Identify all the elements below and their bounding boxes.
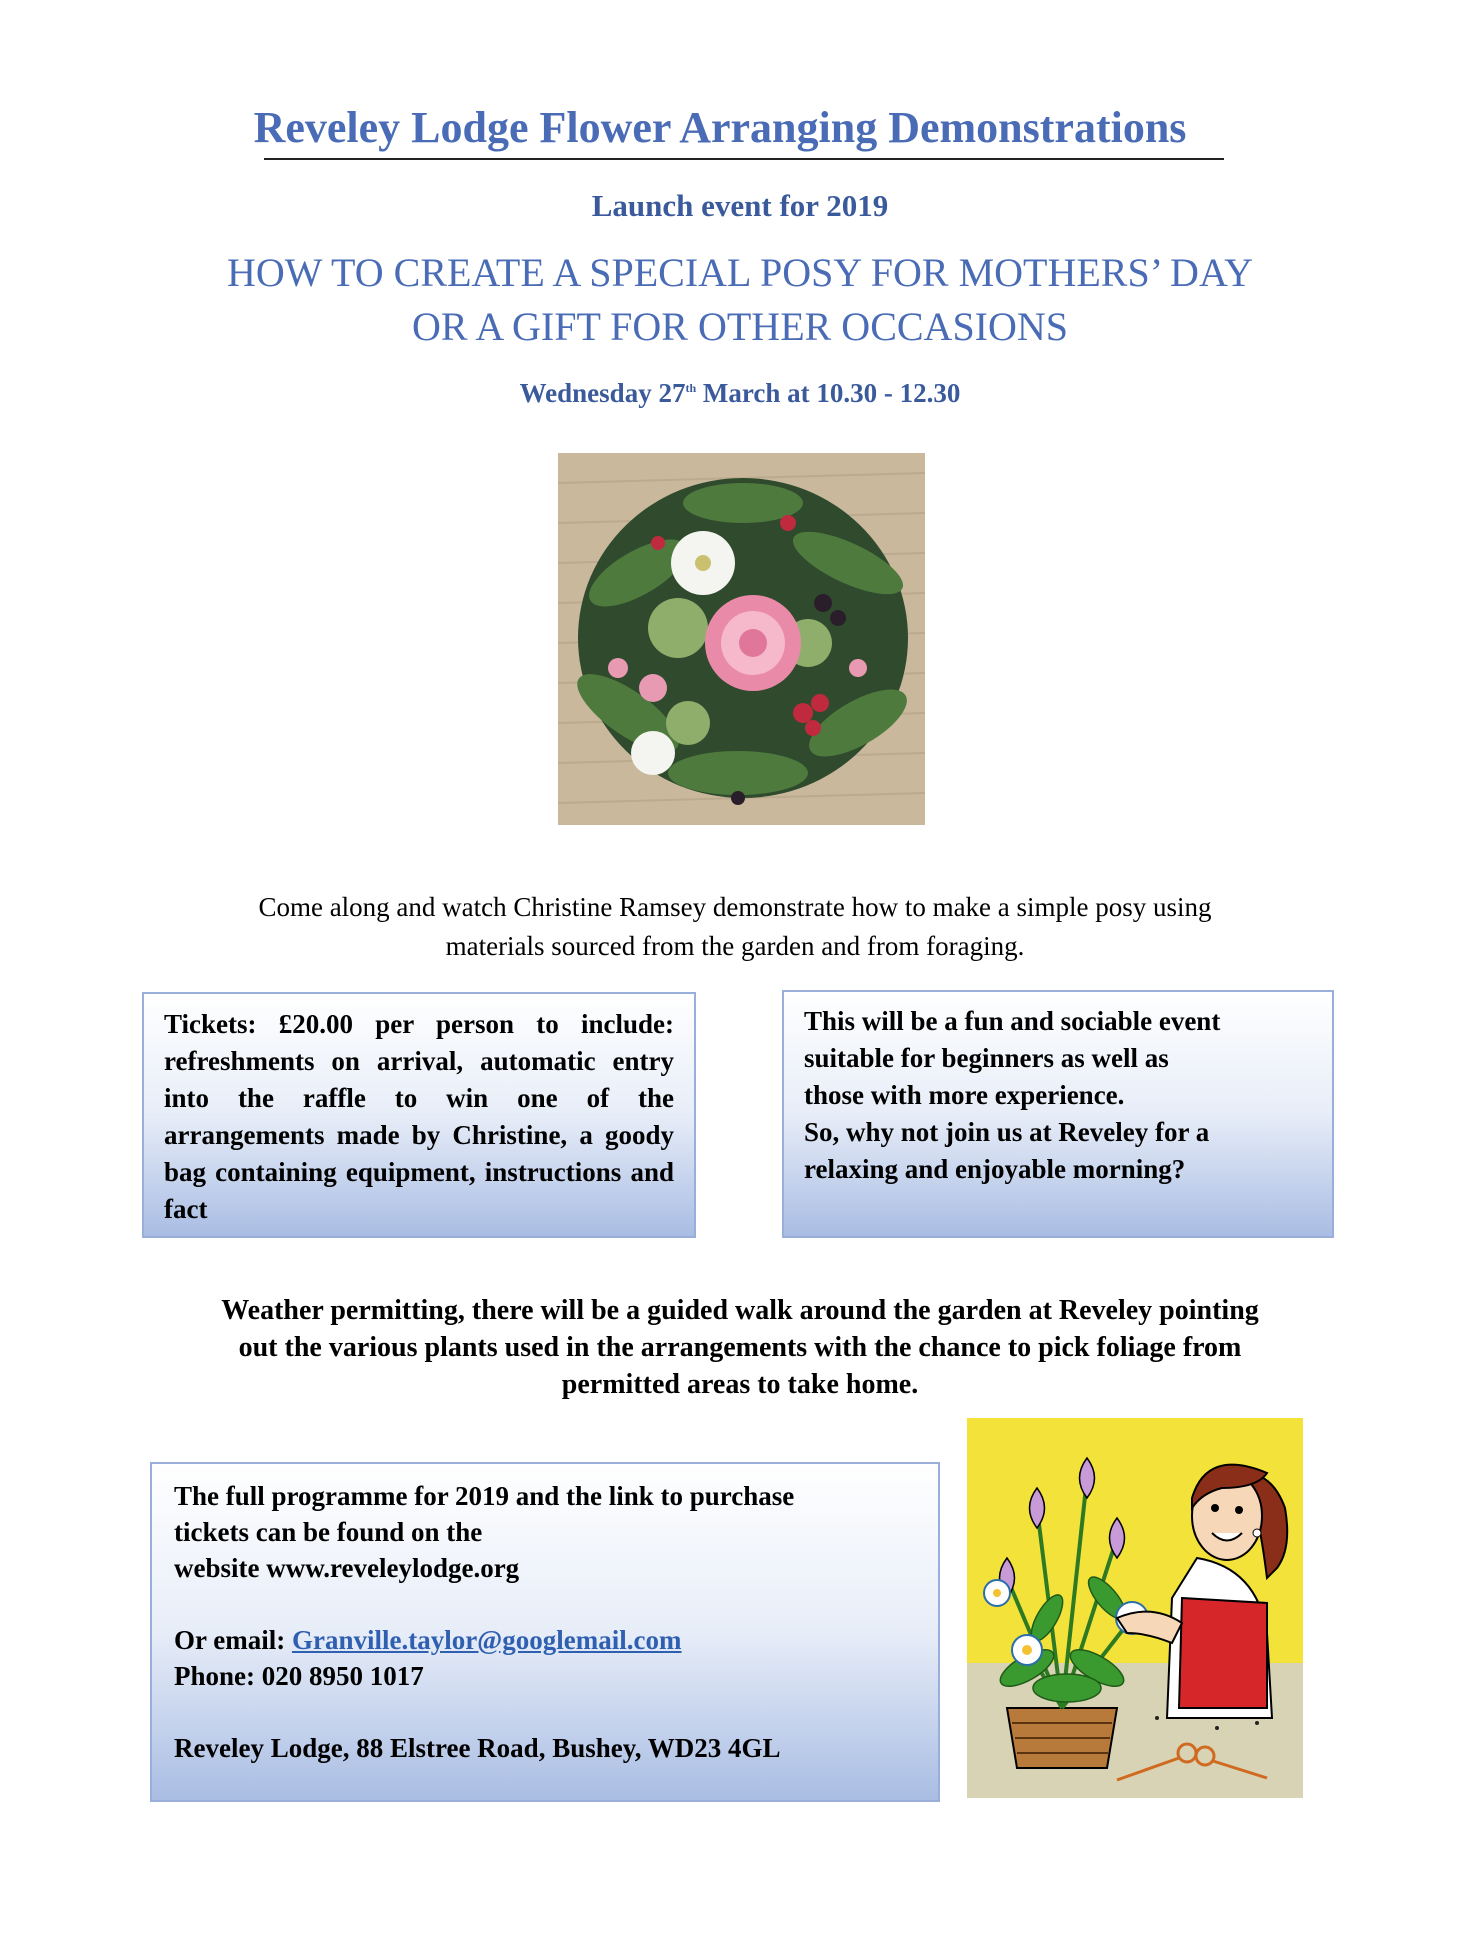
date-day: Wednesday 27 xyxy=(519,378,686,408)
event-headline xyxy=(0,246,1480,354)
website-line: website www.reveleylodge.org xyxy=(174,1553,520,1583)
flower-arranger-cartoon xyxy=(967,1418,1303,1798)
address-line: Reveley Lodge, 88 Elstree Road, Bushey, WD23 4GL xyxy=(174,1733,781,1763)
email-label: Or email: xyxy=(174,1625,292,1655)
date-suffix: th xyxy=(685,381,697,395)
fun-line-2: suitable for beginners as well as xyxy=(804,1043,1169,1073)
walk-line-2: out the various plants used in the arrangements with the chance to pick foliage from xyxy=(238,1332,1242,1363)
walk-line-1: Weather permitting, there will be a guided walk around the garden at Reveley pointing xyxy=(221,1295,1259,1326)
intro-line-1: Come along and watch Christine Ramsey demonstrate how to make a simple posy using xyxy=(258,892,1212,922)
title-underline xyxy=(264,158,1224,160)
fun-event-box xyxy=(782,990,1334,1238)
fun-line-4: So, why not join us at Reveley for a xyxy=(804,1117,1210,1147)
tickets-box xyxy=(142,992,696,1238)
intro-line-2: materials sourced from the garden and from foraging. xyxy=(445,931,1025,961)
email-line xyxy=(174,1622,916,1658)
programme-line-2: tickets can be found on the xyxy=(174,1517,483,1547)
garden-walk-text xyxy=(120,1292,1360,1403)
page-title: Reveley Lodge Flower Arranging Demonstrations xyxy=(253,103,1187,152)
date-time: March at 10.30 - 12.30 xyxy=(696,378,961,408)
fun-line-5: relaxing and enjoyable morning? xyxy=(804,1154,1186,1184)
fun-line-3: those with more experience. xyxy=(804,1080,1125,1110)
headline-line-1: HOW TO CREATE A SPECIAL POSY FOR MOTHERS’ DAY xyxy=(226,250,1254,295)
posy-photo xyxy=(558,453,925,825)
email-link[interactable]: Granville.taylor@googlemail.com xyxy=(291,1625,682,1655)
headline-line-2: OR A GIFT FOR OTHER OCCASIONS xyxy=(411,304,1069,349)
phone-line: Phone: 020 8950 1017 xyxy=(174,1661,424,1691)
fun-line-1: This will be a fun and sociable event xyxy=(804,1006,1221,1036)
event-date xyxy=(0,378,1480,409)
programme-line-1: The full programme for 2019 and the link to purchase xyxy=(174,1481,795,1511)
event-subtitle: Launch event for 2019 xyxy=(591,188,889,223)
walk-line-3: permitted areas to take home. xyxy=(561,1369,919,1400)
contact-info-box xyxy=(150,1462,940,1802)
intro-text xyxy=(0,888,1470,966)
tickets-text: Tickets: £20.00 per person to include: refreshments on arrival, automatic entry into the raffle to win one of the arrangements made by Christine, a goody bag containing equipment, instructions and fact xyxy=(164,1009,674,1224)
